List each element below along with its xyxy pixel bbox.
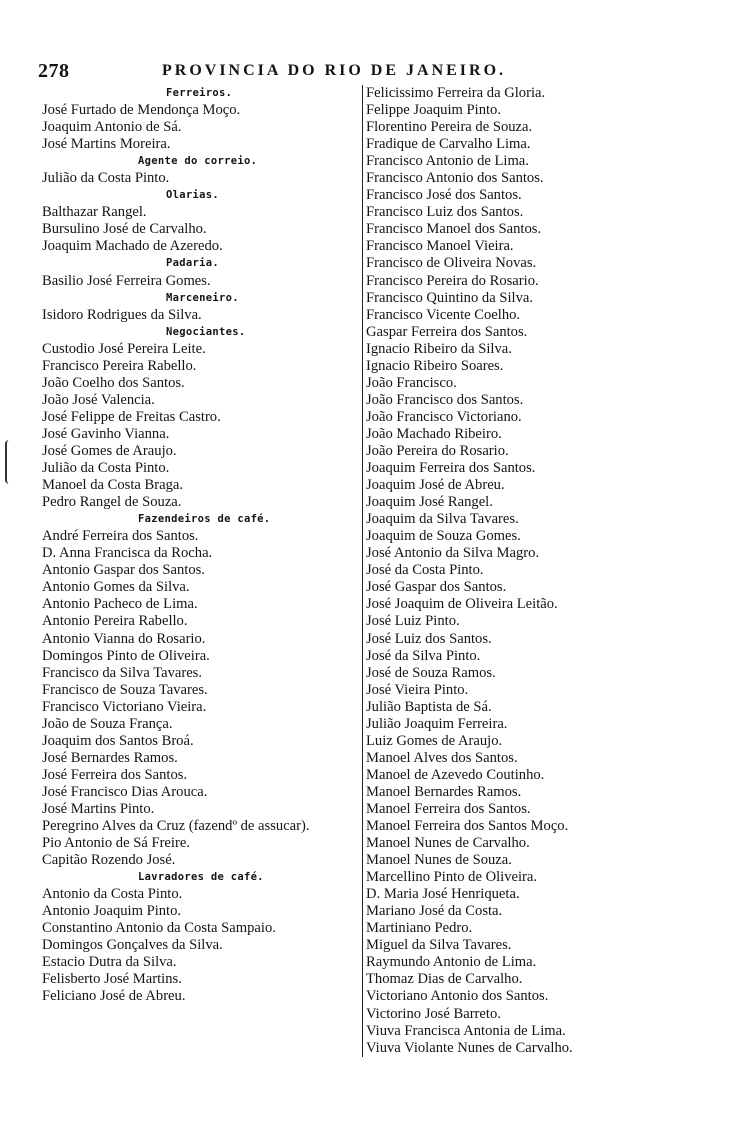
section-heading: Marceneiro. xyxy=(166,291,239,304)
list-item: José Francisco Dias Arouca. xyxy=(42,783,208,800)
list-item: Martiniano Pedro. xyxy=(366,920,473,937)
section-heading: Olarias. xyxy=(166,189,219,202)
list-item: Manoel Nunes de Carvalho. xyxy=(366,835,530,852)
list-item: Antonio Pereira Rabello. xyxy=(42,613,188,630)
list-item: Felippe Joaquim Pinto. xyxy=(366,102,501,119)
list-item: José Felippe de Freitas Castro. xyxy=(42,408,221,425)
list-item: José Martins Pinto. xyxy=(42,800,155,817)
list-item: Antonio Gomes da Silva. xyxy=(42,579,190,596)
list-item: Joaquim José de Abreu. xyxy=(366,477,505,494)
list-item: José da Silva Pinto. xyxy=(366,647,481,664)
list-item: Francisco Quintino da Silva. xyxy=(366,289,533,306)
list-item: Manoel Alves dos Santos. xyxy=(366,749,518,766)
list-item: Francisco Antonio de Lima. xyxy=(366,153,529,170)
list-item: Bursulino José de Carvalho. xyxy=(42,221,207,238)
list-item: Manoel Ferreira dos Santos Moço. xyxy=(366,818,569,835)
list-item: Mariano José da Costa. xyxy=(366,903,503,920)
list-item: Manoel Ferreira dos Santos. xyxy=(366,800,531,817)
binding-mark xyxy=(5,440,13,484)
list-item: Viuva Francisca Antonia de Lima. xyxy=(366,1022,566,1039)
list-item: Francisco da Silva Tavares. xyxy=(42,664,203,681)
list-item: Fradique de Carvalho Lima. xyxy=(366,136,531,153)
list-item: Antonio Gaspar dos Santos. xyxy=(42,562,205,579)
list-item: Victoriano Antonio dos Santos. xyxy=(366,988,549,1005)
list-item: Francisco Pereira do Rosario. xyxy=(366,272,539,289)
list-item: Viuva Violante Nunes de Carvalho. xyxy=(366,1039,573,1056)
section-heading: Agente do correio. xyxy=(138,155,258,168)
list-item: José Joaquim de Oliveira Leitão. xyxy=(366,596,558,613)
list-item: João Coelho dos Santos. xyxy=(42,374,185,391)
list-item: Pio Antonio de Sá Freire. xyxy=(42,835,190,852)
section-heading: Lavradores de café. xyxy=(138,871,264,884)
section-heading: Ferreiros. xyxy=(166,87,233,99)
list-item: Pedro Rangel de Souza. xyxy=(42,494,182,511)
list-item: José Furtado de Mendonça Moço. xyxy=(42,102,241,119)
list-item: Joaquim Ferreira dos Santos. xyxy=(366,460,536,477)
list-item: Joaquim José Rangel. xyxy=(366,494,493,511)
section-heading: Fazendeiros de café. xyxy=(138,513,271,526)
list-item: André Ferreira dos Santos. xyxy=(42,528,199,545)
right-column xyxy=(362,85,627,1057)
list-item: Francisco de Oliveira Novas. xyxy=(366,255,537,272)
list-item: D. Maria José Henriqueta. xyxy=(366,886,520,903)
list-item: Isidoro Rodrigues da Silva. xyxy=(42,306,202,323)
list-item: Felisberto José Martins. xyxy=(42,971,182,988)
list-item: Victorino José Barreto. xyxy=(366,1005,501,1022)
list-item: Basilio José Ferreira Gomes. xyxy=(42,272,211,289)
list-item: Antonio Joaquim Pinto. xyxy=(42,903,182,920)
list-item: Domingos Pinto de Oliveira. xyxy=(42,647,210,664)
list-item: José Bernardes Ramos. xyxy=(42,749,178,766)
list-item: Antonio da Costa Pinto. xyxy=(42,886,183,903)
list-item: Ignacio Ribeiro da Silva. xyxy=(366,340,512,357)
list-item: João Pereira do Rosario. xyxy=(366,442,509,459)
list-item: Joaquim de Souza Gomes. xyxy=(366,528,521,545)
list-item: José Vieira Pinto. xyxy=(366,681,469,698)
list-item: Marcellino Pinto de Oliveira. xyxy=(366,869,538,886)
running-head-title: PROVINCIA DO RIO DE JANEIRO. xyxy=(162,62,507,79)
list-item: Ignacio Ribeiro Soares. xyxy=(366,357,504,374)
list-item: Joaquim dos Santos Broá. xyxy=(42,732,194,749)
list-item: Julião Baptista de Sá. xyxy=(366,698,492,715)
list-item: João Machado Ribeiro. xyxy=(366,425,502,442)
section-heading: Padaria. xyxy=(166,257,219,270)
list-item: Francisco Victoriano Vieira. xyxy=(42,698,207,715)
list-item: Peregrino Alves da Cruz (fazendº de assucar). xyxy=(42,818,310,835)
list-item: José Gomes de Araujo. xyxy=(42,442,177,459)
list-item: Francisco de Souza Tavares. xyxy=(42,681,208,698)
section-heading: Negociantes. xyxy=(166,325,246,338)
list-item: Custodio José Pereira Leite. xyxy=(42,340,206,357)
page-number: 278 xyxy=(38,60,70,82)
list-item: Francisco José dos Santos. xyxy=(366,187,522,204)
list-item: Joaquim Machado de Azeredo. xyxy=(42,238,223,255)
list-item: José Luiz dos Santos. xyxy=(366,630,492,647)
list-item: Francisco Pereira Rabello. xyxy=(42,357,197,374)
list-item: João José Valencia. xyxy=(42,391,155,408)
left-column xyxy=(38,85,354,1006)
list-item: Raymundo Antonio de Lima. xyxy=(366,954,537,971)
list-item: Manoel Bernardes Ramos. xyxy=(366,783,522,800)
list-item: Florentino Pereira de Souza. xyxy=(366,119,533,136)
list-item: João Francisco dos Santos. xyxy=(366,391,524,408)
list-item: Constantino Antonio da Costa Sampaio. xyxy=(42,920,276,937)
list-item: D. Anna Francisca da Rocha. xyxy=(42,545,213,562)
list-item: Julião Joaquim Ferreira. xyxy=(366,715,508,732)
list-item: Antonio Vianna do Rosario. xyxy=(42,630,206,647)
list-item: José Gavinho Vianna. xyxy=(42,425,170,442)
list-item: José Ferreira dos Santos. xyxy=(42,766,188,783)
list-item: José da Costa Pinto. xyxy=(366,562,484,579)
list-item: Manoel da Costa Braga. xyxy=(42,477,184,494)
list-item: Francisco Manoel dos Santos. xyxy=(366,221,542,238)
list-item: Manoel Nunes de Souza. xyxy=(366,852,512,869)
list-item: Capitão Rozendo José. xyxy=(42,852,176,869)
list-item: Feliciano José de Abreu. xyxy=(42,988,186,1005)
list-item: Luiz Gomes de Araujo. xyxy=(366,732,503,749)
list-item: Miguel da Silva Tavares. xyxy=(366,937,512,954)
list-item: João Francisco Victoriano. xyxy=(366,408,522,425)
list-item: Domingos Gonçalves da Silva. xyxy=(42,937,223,954)
list-item: Francisco Luiz dos Santos. xyxy=(366,204,524,221)
list-item: Gaspar Ferreira dos Santos. xyxy=(366,323,528,340)
list-item: José Antonio da Silva Magro. xyxy=(366,545,540,562)
list-item: Julião da Costa Pinto. xyxy=(42,170,170,187)
list-item: Francisco Antonio dos Santos. xyxy=(366,170,544,187)
list-item: Balthazar Rangel. xyxy=(42,204,147,221)
list-item: Francisco Manoel Vieira. xyxy=(366,238,514,255)
list-item: Estacio Dutra da Silva. xyxy=(42,954,177,971)
list-item: João Francisco. xyxy=(366,374,457,391)
list-item: Julião da Costa Pinto. xyxy=(42,460,170,477)
list-item: José de Souza Ramos. xyxy=(366,664,496,681)
list-item: Felicissimo Ferreira da Gloria. xyxy=(366,85,546,101)
list-item: José Martins Moreira. xyxy=(42,136,171,153)
list-item: Joaquim Antonio de Sá. xyxy=(42,119,182,136)
list-item: João de Souza França. xyxy=(42,715,173,732)
list-item: Manoel de Azevedo Coutinho. xyxy=(366,766,545,783)
list-item: Joaquim da Silva Tavares. xyxy=(366,511,519,528)
list-item: Francisco Vicente Coelho. xyxy=(366,306,521,323)
list-item: José Luiz Pinto. xyxy=(366,613,460,630)
list-item: José Gaspar dos Santos. xyxy=(366,579,507,596)
list-item: Antonio Pacheco de Lima. xyxy=(42,596,198,613)
list-item: Thomaz Dias de Carvalho. xyxy=(366,971,523,988)
